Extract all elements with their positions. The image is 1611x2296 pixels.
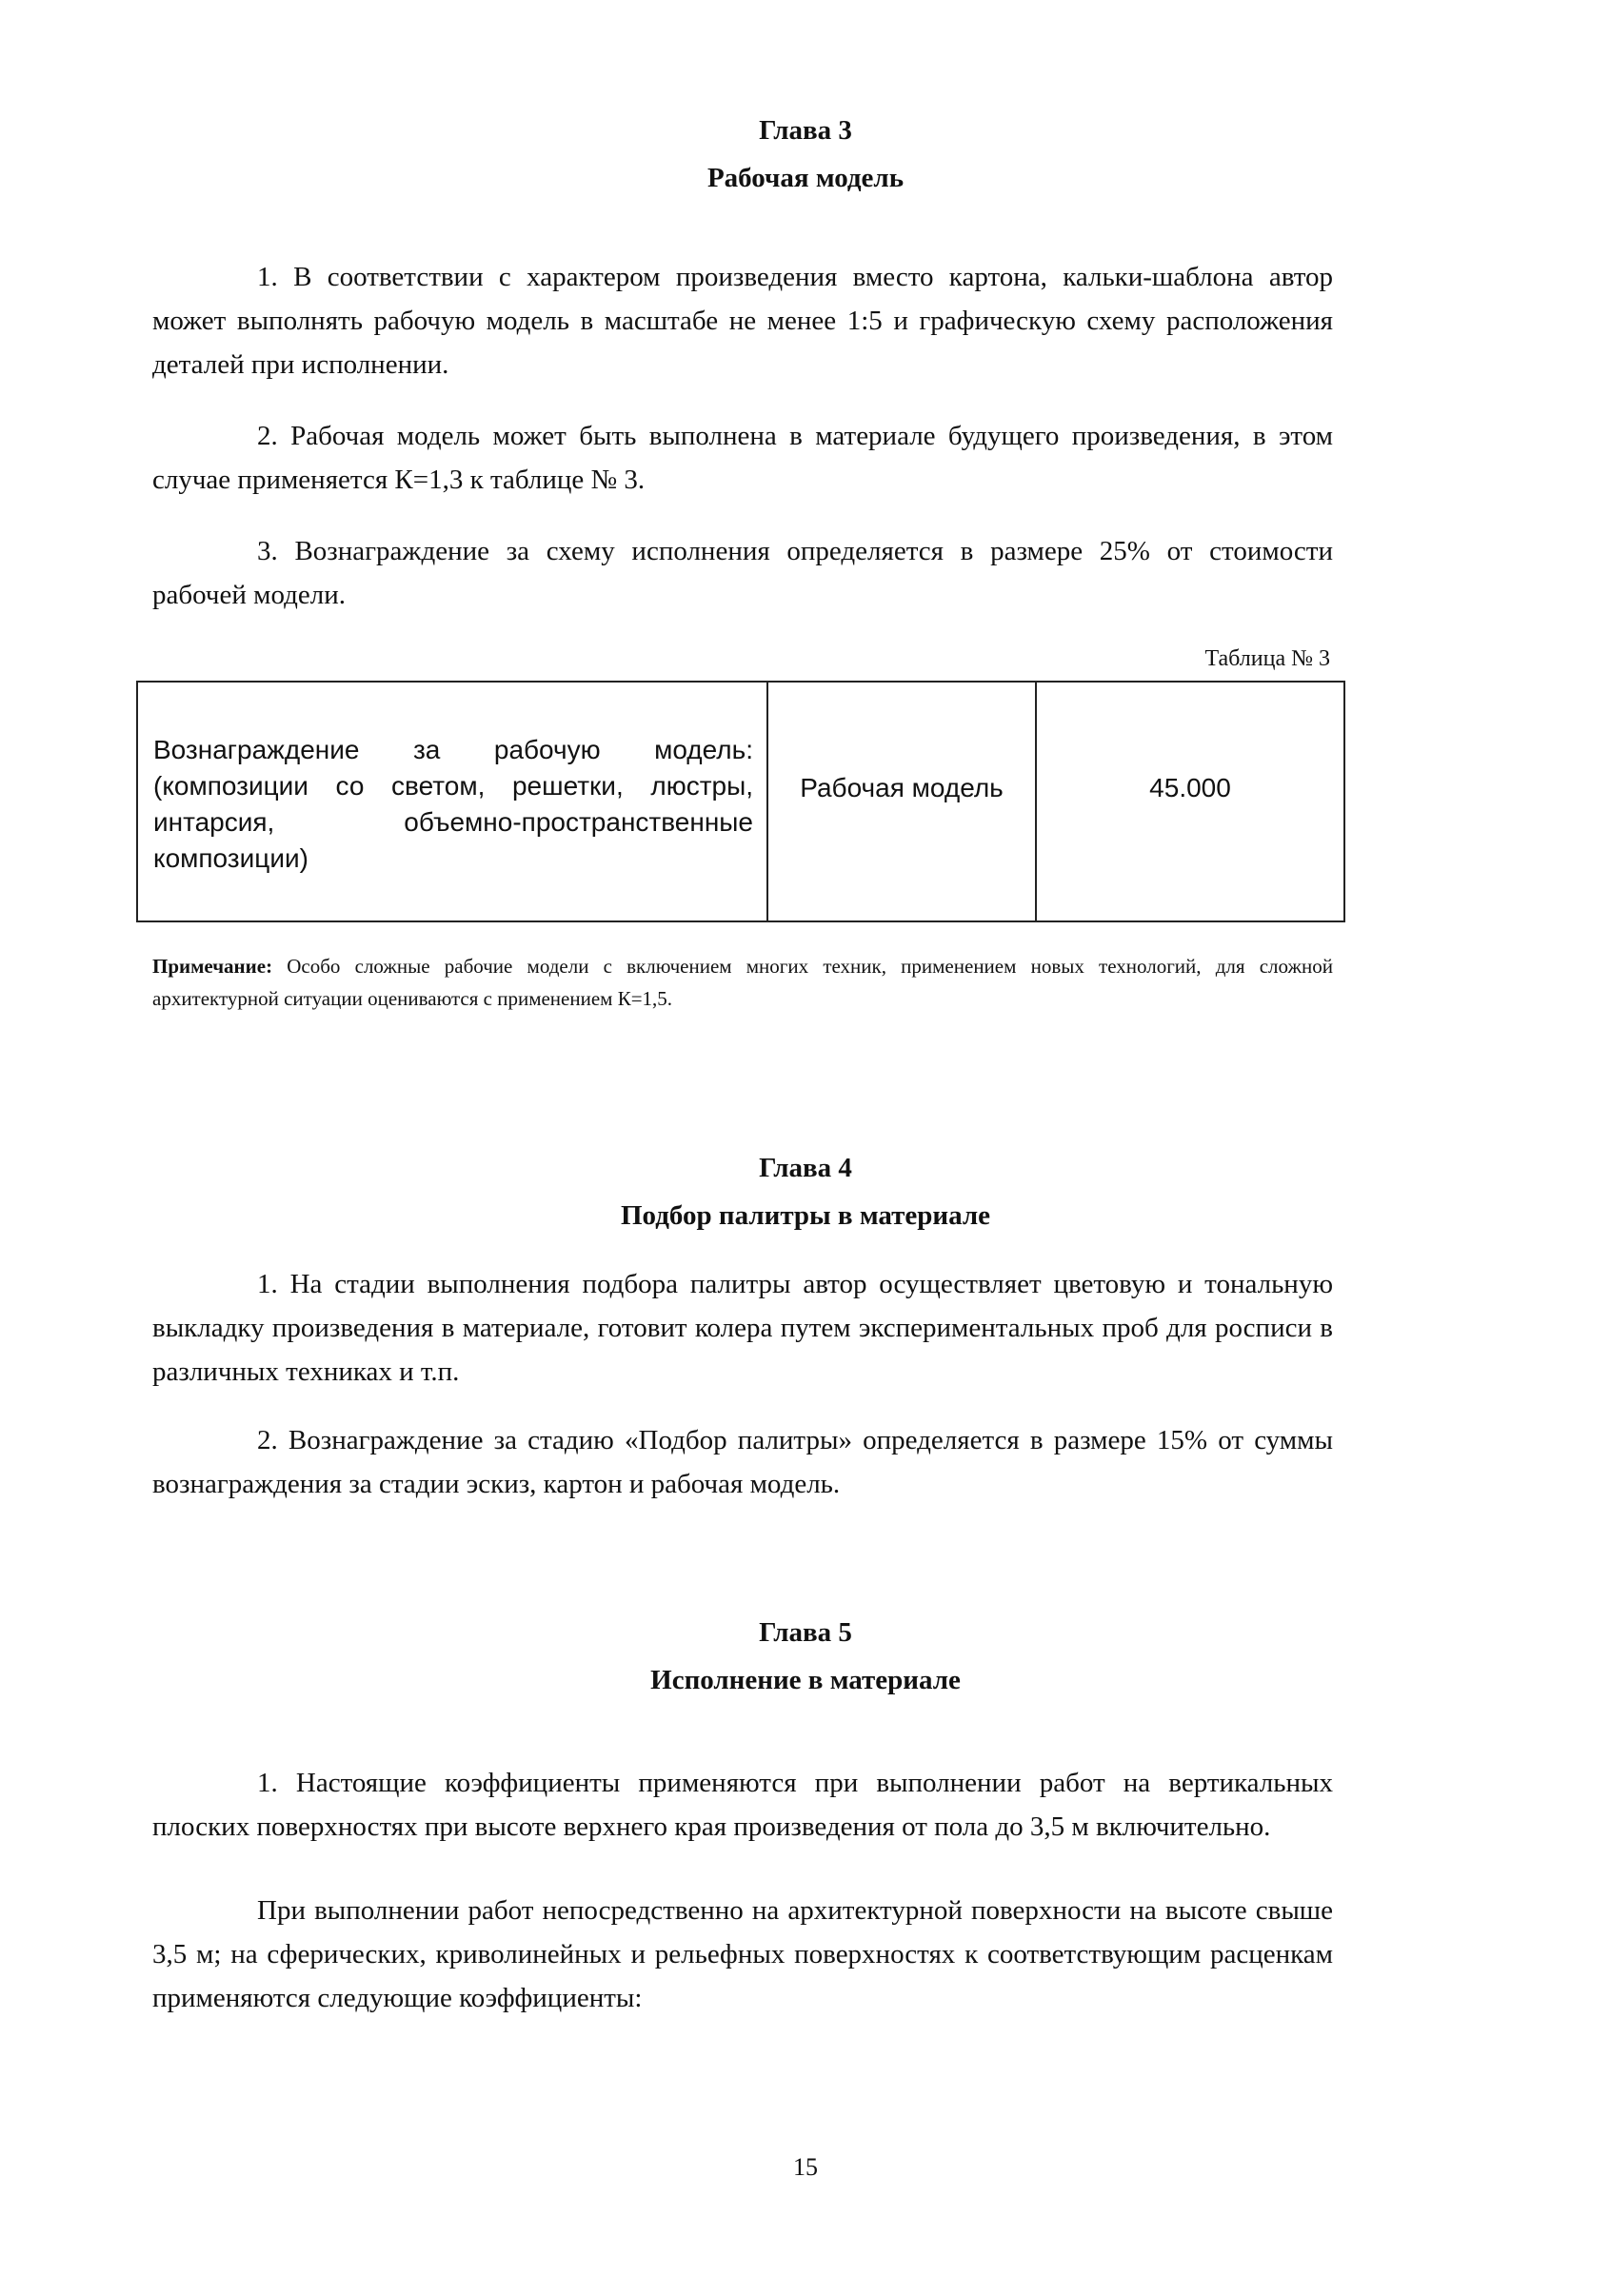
table-cell-amount [1036, 682, 1344, 921]
table-stage-text: Рабочая модель [800, 773, 1004, 802]
chapter-4-heading [0, 1144, 1611, 1239]
chapter-5-label: Глава 5 [759, 1617, 852, 1648]
chapter-5-paragraph-2: При выполнении работ непосредственно на архитектурной поверхности на высоте свыше 3,5 м; на сферических, криволинейных и рельефных поверхностях к соответствующим расценкам применяются следующие коэффициенты: [152, 1895, 1333, 2013]
table-3 [136, 681, 1345, 922]
note-text: Особо сложные рабочие модели с включением многих техник, применением новых технологий, для сложной архитектурной ситуации оцениваются с применением К=1,5. [152, 955, 1333, 1010]
chapter-5-paragraph-1: 1. Настоящие коэффициенты применяются при выполнении работ на вертикальных плоских поверхностях при высоте верхнего края произведения от пола до 3,5 м включительно. [152, 1768, 1333, 1842]
chapter-4-label: Глава 4 [759, 1153, 852, 1183]
note-label: Примечание: [152, 955, 273, 978]
chapter-4-title: Подбор палитры в материале [620, 1200, 991, 1231]
table-3-caption: Таблица № 3 [1204, 646, 1330, 671]
chapter-4-paragraph-1: 1. На стадии выполнения подбора палитры автор осуществляет цветовую и тональную выкладку произведения в материале, готовит колера путем экспериментальных проб для росписи в различных техниках и т.п. [152, 1269, 1333, 1387]
page-number: 15 [793, 2153, 818, 2181]
table-cell-description [137, 682, 767, 921]
table-cell-stage [767, 682, 1036, 921]
chapter-3-paragraph-2: 2. Рабочая модель может быть выполнена в материале будущего произведения, в этом случае применяется К=1,3 к таблице № 3. [152, 421, 1333, 495]
chapter-3-heading [0, 107, 1611, 202]
chapter-3-label: Глава 3 [759, 115, 852, 146]
chapter-3-paragraph-3: 3. Вознаграждение за схему исполнения определяется в размере 25% от стоимости рабочей модели. [152, 536, 1333, 610]
chapter-4-paragraph-2: 2. Вознаграждение за стадию «Подбор палитры» определяется в размере 15% от суммы вознаграждения за стадии эскиз, картон и рабочая модель. [152, 1425, 1333, 1499]
chapter-3-paragraph-1: 1. В соответствии с характером произведения вместо картона, кальки-шаблона автор может выполнять рабочую модель в масштабе не менее 1:5 и графическую схему расположения деталей при исполнении. [152, 262, 1333, 380]
chapter-5-title: Исполнение в материале [650, 1665, 961, 1695]
table-row [137, 682, 1344, 921]
chapter-5-heading [0, 1609, 1611, 1704]
chapter-3-title: Рабочая модель [706, 163, 905, 193]
table-amount-text: 45.000 [1149, 773, 1231, 802]
table-description-text: Вознаграждение за рабочую модель: (композиции со светом, решетки, люстры, интарсия, объемно-пространственные композиции) [153, 735, 753, 873]
table-3-note [152, 950, 1333, 1015]
